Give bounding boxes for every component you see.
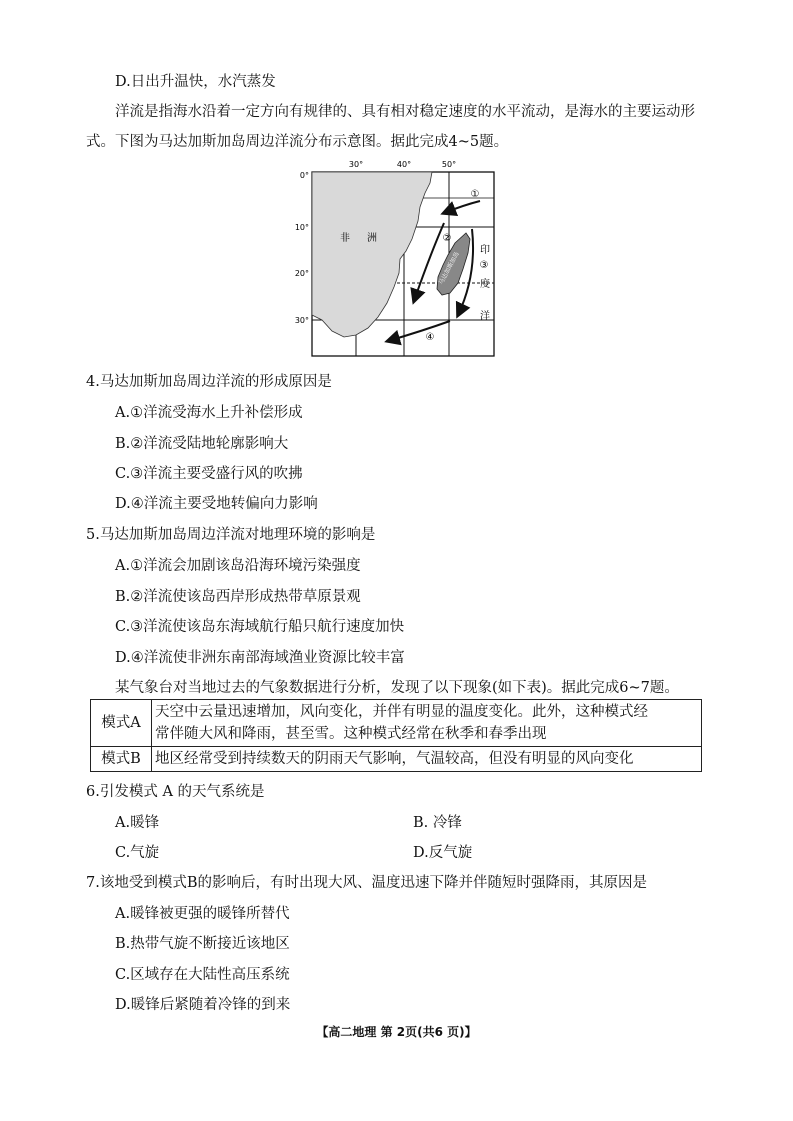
q4-option-c: C.③洋流主要受盛行风的吹拂: [115, 466, 303, 482]
q5-stem: 5.马达加斯加岛周边洋流对地理环境的影响是: [86, 527, 376, 543]
table-key-cell: 模式B: [91, 747, 152, 772]
lat-label: 20°: [294, 269, 309, 278]
q6-stem: 6.引发模式 A 的天气系统是: [86, 784, 265, 800]
q6-option-d: D.反气旋: [413, 845, 473, 861]
africa-label-char: 洲: [367, 233, 377, 244]
table-value-line: 天空中云量迅速增加，风向变化，并伴有明显的温度变化。此外，这种模式经: [155, 704, 648, 720]
table-row: [91, 747, 702, 772]
intro-line-1: 洋流是指海水沿着一定方向有规律的、具有相对稳定速度的水平流动，是海水的主要运动形: [115, 104, 695, 120]
table-row: [91, 700, 702, 747]
ocean-current-map: [292, 155, 504, 360]
q6-option-c: C.气旋: [115, 845, 160, 861]
africa-label-char: 非: [340, 233, 350, 244]
ocean-label-char: 印: [480, 245, 490, 256]
lat-label: 30°: [294, 316, 309, 325]
current-4-label: ④: [425, 332, 435, 343]
q5-option-c: C.③洋流使该岛东海域航行船只航行速度加快: [115, 619, 405, 635]
current-2-label: ②: [442, 233, 452, 244]
intro-line-2: 式。下图为马达加斯加岛周边洋流分布示意图。据此完成4~5题。: [86, 134, 509, 150]
lon-label: 30°: [348, 160, 364, 169]
table-value-cell: 地区经常受到持续数天的阴雨天气影响，气温较高，但没有明显的风向变化: [152, 747, 702, 772]
ocean-label-char: 度: [480, 279, 490, 290]
q6-option-b: B. 冷锋: [413, 815, 462, 831]
q4-stem: 4.马达加斯加岛周边洋流的形成原因是: [86, 374, 332, 390]
intro-6-7: 某气象台对当地过去的气象数据进行分析，发现了以下现象(如下表)。据此完成6~7题。: [115, 680, 679, 696]
lon-label: 40°: [396, 160, 412, 169]
q7-option-b: B.热带气旋不断接近该地区: [115, 936, 290, 952]
table-value-line: 常伴随大风和降雨，甚至雪。这种模式经常在秋季和春季出现: [155, 726, 547, 742]
page-footer: 【高二地理 第 2页(共6 页)】: [316, 1025, 477, 1039]
madagascar-label: 马达加斯加岛: [437, 250, 461, 286]
q6-option-a: A.暖锋: [115, 815, 160, 831]
table-key-cell: 模式A: [91, 700, 152, 747]
q4-option-d: D.④洋流主要受地转偏向力影响: [115, 496, 318, 512]
lat-label: 10°: [294, 223, 309, 232]
q4-option-a: A.①洋流受海水上升补偿形成: [115, 405, 303, 421]
lon-label: 50°: [441, 160, 457, 169]
weather-pattern-table: [90, 699, 702, 772]
q4-option-b: B.②洋流受陆地轮廓影响大: [115, 436, 289, 452]
ocean-label-char: 洋: [480, 311, 490, 322]
current-3-label: ③: [479, 260, 489, 271]
q3-option-d: D.日出升温快，水汽蒸发: [115, 74, 276, 90]
q7-option-a: A.暖锋被更强的暖锋所替代: [115, 906, 290, 922]
lat-label: 0°: [299, 171, 309, 180]
q7-option-c: C.区域存在大陆性高压系统: [115, 967, 290, 983]
table-value-cell: [152, 700, 702, 747]
current-1-label: ①: [470, 189, 480, 200]
q5-option-d: D.④洋流使非洲东南部海域渔业资源比较丰富: [115, 650, 405, 666]
q7-option-d: D.暖锋后紧随着冷锋的到来: [115, 997, 291, 1013]
q5-option-a: A.①洋流会加剧该岛沿海环境污染强度: [115, 558, 361, 574]
q5-option-b: B.②洋流使该岛西岸形成热带草原景观: [115, 589, 361, 605]
q7-stem: 7.该地受到模式B的影响后，有时出现大风、温度迅速下降并伴随短时强降雨，其原因是: [86, 875, 647, 891]
